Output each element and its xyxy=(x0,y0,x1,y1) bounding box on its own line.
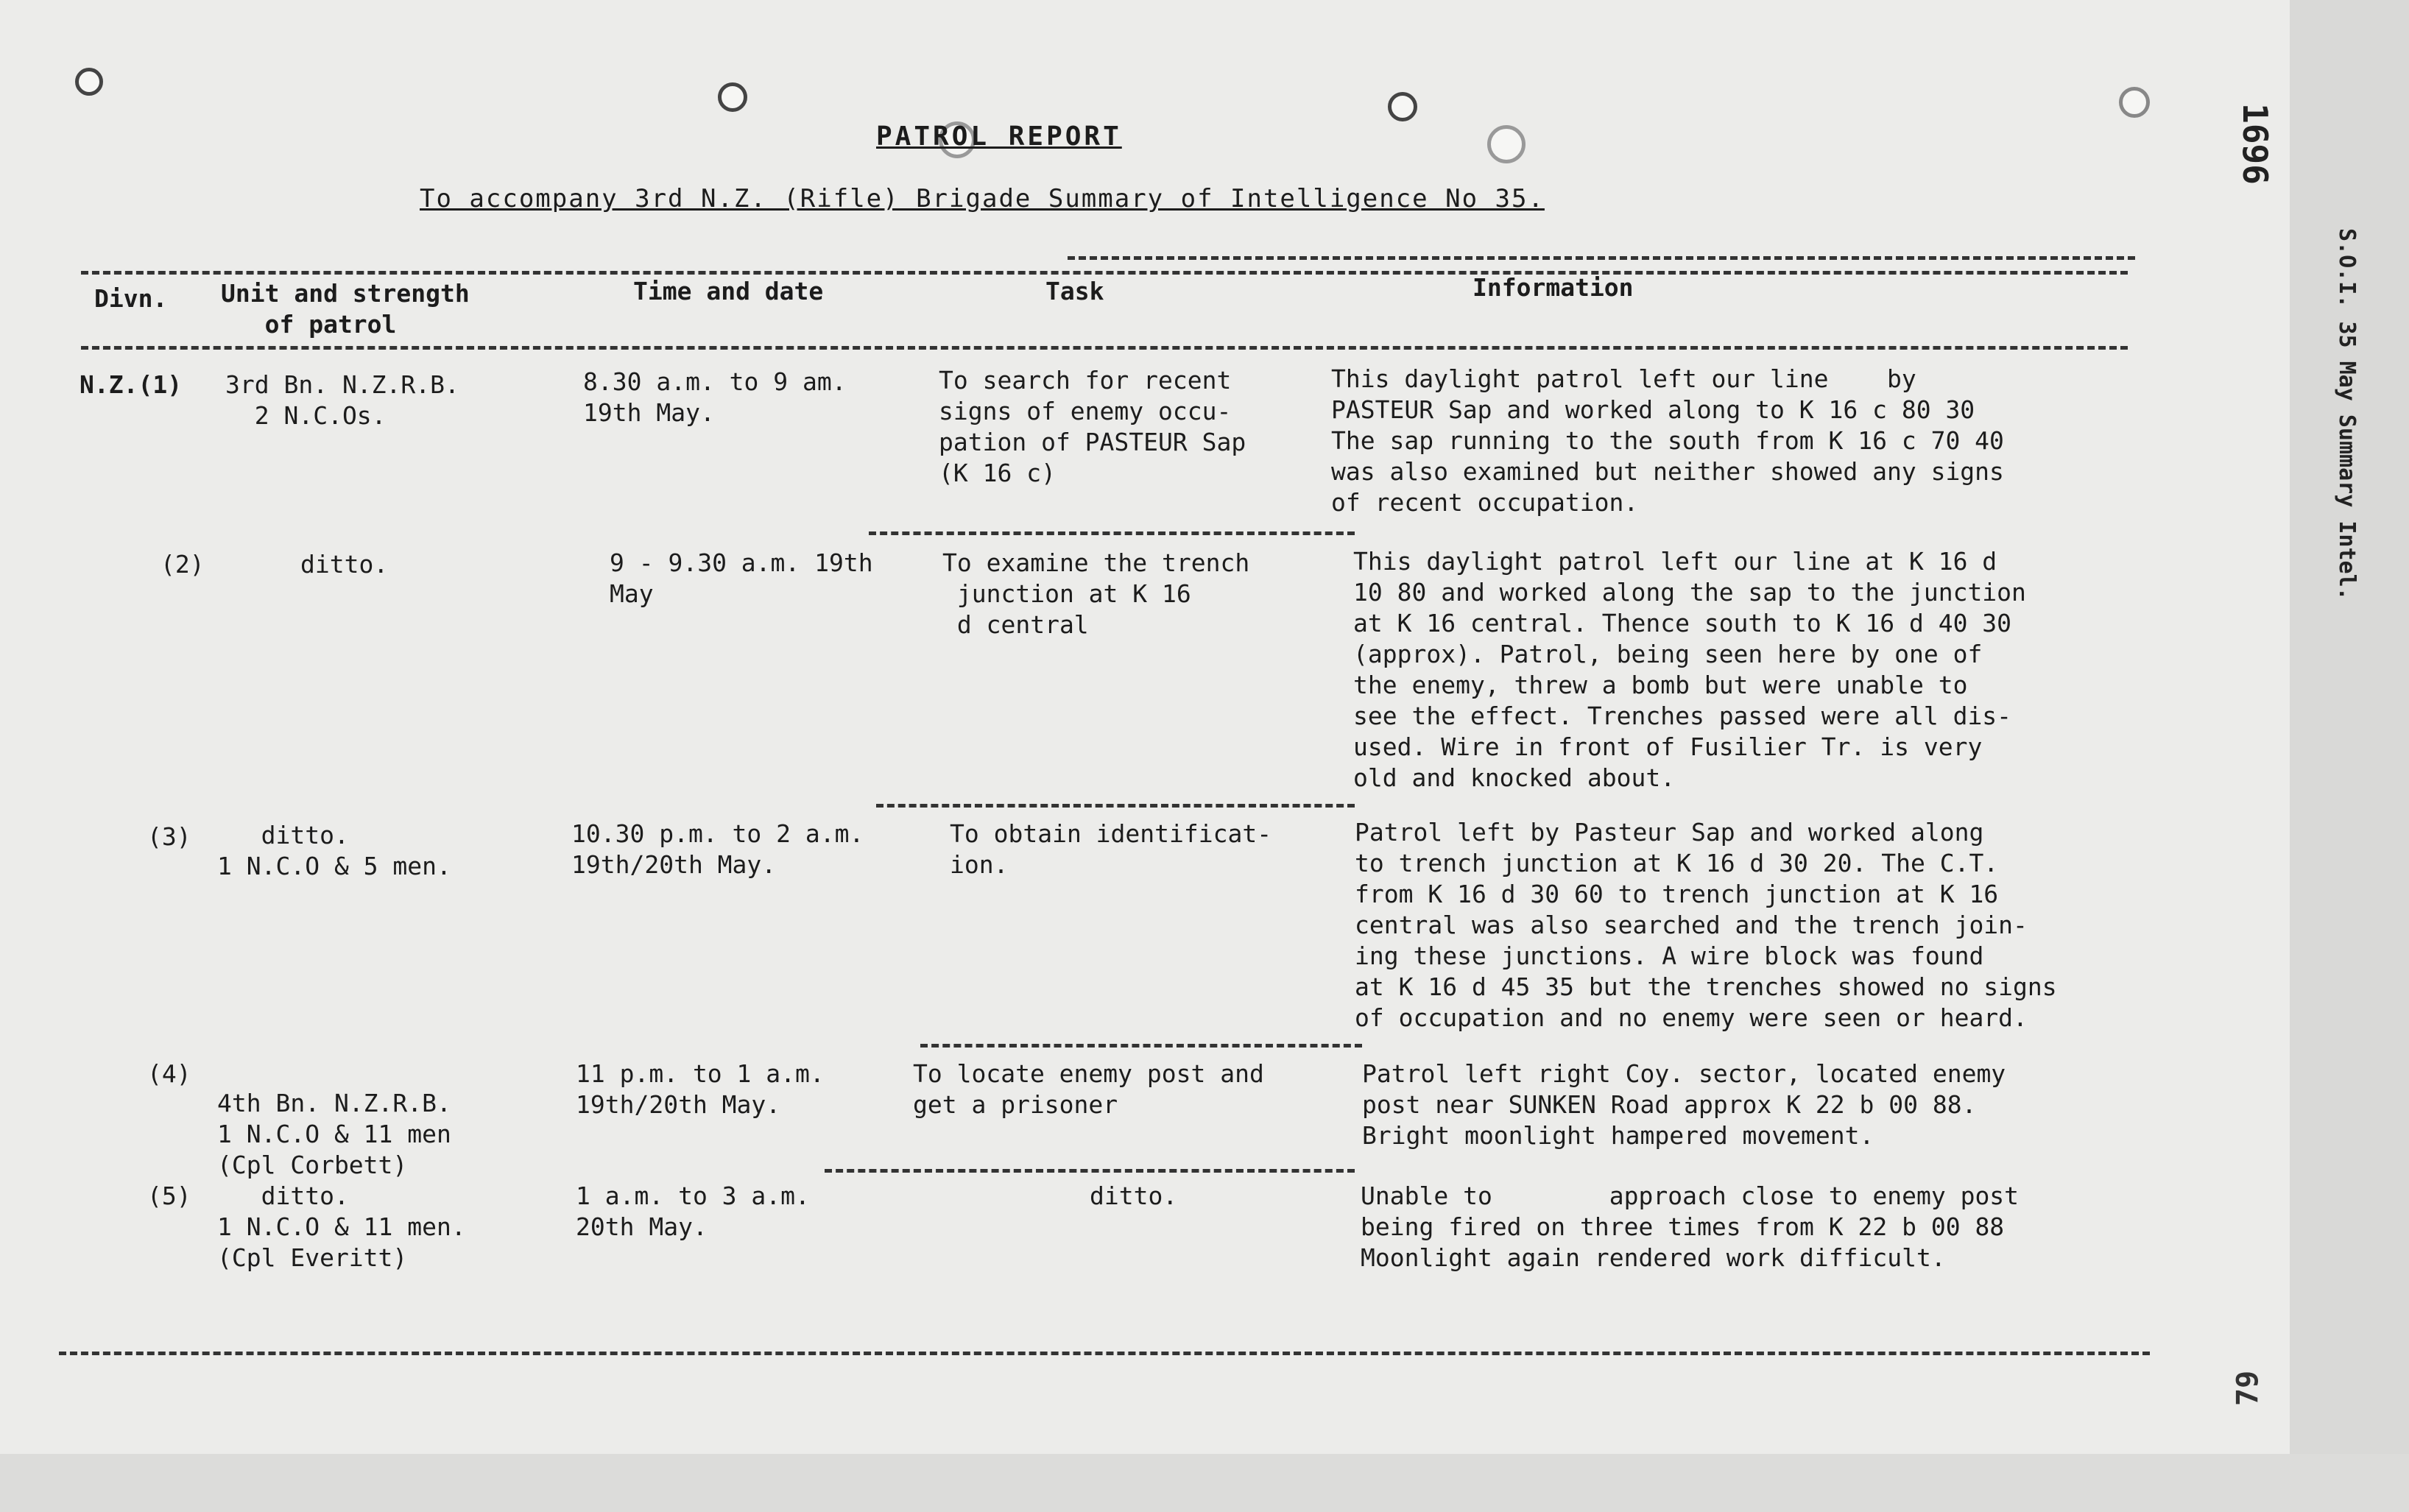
underlying-page xyxy=(2290,0,2409,1512)
row-3-info: Patrol left by Pasteur Sap and worked along to trench junction at K 16 d 30 20. The C.T. from K 16 d 30 60 to trench junction at K 16 central was also searched and the trench join- ing these junctions. A wire block was found at K 16 d 45 35 but the trenches showed no signs of occupation and no enemy were seen or heard. xyxy=(1355,818,2057,1032)
column-header-time: Time and date xyxy=(633,277,824,305)
column-header-task: Task xyxy=(1045,277,1104,305)
row-3-unit: ditto. 1 N.C.O & 5 men. xyxy=(217,821,451,880)
row-4-info: Patrol left right Coy. sector, located enemy post near SUNKEN Road approx K 22 b 00 88. Bright moonlight hampered movement. xyxy=(1362,1059,2006,1150)
top-rule-right xyxy=(1068,256,2135,260)
row-1-task: To search for recent signs of enemy occu- pation of PASTEUR Sap (K 16 c) xyxy=(939,366,1246,487)
row-2-info: This daylight patrol left our line at K 16 d 10 80 and worked along the sap to the junction at K 16 central. Thence south to K 16 d 40 30 (approx). Patrol, being seen here by one of the enemy, threw a bomb but were unable to see the effect. Trenches passed were all dis- used. Wire in front of Fusilier Tr. is very old and knocked about. xyxy=(1353,547,2026,792)
row-1-info: This daylight patrol left our line by PASTEUR Sap and worked along to K 16 c 80 30 The sap running to the south from K 16 c 70 40 was also examined but neither showed any signs of recent occupation. xyxy=(1331,364,2004,517)
row-4-unit: 4th Bn. N.Z.R.B. 1 N.C.O & 11 men (Cpl Corbett) xyxy=(217,1089,451,1179)
row-rule-3 xyxy=(920,1044,1362,1048)
row-1-time: 8.30 a.m. to 9 am. 19th May. xyxy=(583,367,847,427)
column-header-unit: Unit and strength of patrol xyxy=(221,279,470,339)
row-2-task: To examine the trench junction at K 16 d central xyxy=(942,548,1250,639)
row-rule-4 xyxy=(825,1169,1355,1173)
row-3-divn: (3) xyxy=(147,822,191,851)
side-reference-number: 1696 xyxy=(2235,103,2275,185)
row-4-time: 11 p.m. to 1 a.m. 19th/20th May. xyxy=(576,1059,825,1119)
row-4-divn: (4) xyxy=(147,1059,191,1088)
column-header-divn: Divn. xyxy=(94,284,168,313)
row-3-task: To obtain identificat- ion. xyxy=(950,819,1272,879)
row-rule-1 xyxy=(869,531,1355,535)
header-bottom-rule xyxy=(81,346,2128,350)
row-rule-2 xyxy=(876,804,1355,808)
stamp-number: 79 xyxy=(2231,1370,2265,1406)
row-5-time: 1 a.m. to 3 a.m. 20th May. xyxy=(576,1181,810,1241)
column-header-info: Information xyxy=(1472,273,1634,302)
punch-hole-right xyxy=(2119,87,2150,118)
row-5-divn: (5) xyxy=(147,1181,191,1210)
page-subtitle: To accompany 3rd N.Z. (Rifle) Brigade Summary of Intelligence No 35. xyxy=(420,184,1545,213)
page-edge-strip xyxy=(0,1454,2409,1512)
row-3-time: 10.30 p.m. to 2 a.m. 19th/20th May. xyxy=(571,819,864,879)
punch-hole-info xyxy=(1487,125,1526,163)
bottom-rule xyxy=(59,1352,2150,1355)
punch-hole-mid xyxy=(1388,92,1417,121)
row-1-unit: 3rd Bn. N.Z.R.B. 2 N.C.Os. xyxy=(225,370,459,430)
side-edge-text: S.O.I. 35 May Summary Intel. xyxy=(2334,228,2360,601)
row-4-task: To locate enemy post and get a prisoner xyxy=(913,1059,1264,1119)
row-5-info: Unable to approach close to enemy post being fired on three times from K 22 b 00 88 Moonlight again rendered work difficult. xyxy=(1361,1181,2020,1272)
punch-hole-center xyxy=(718,82,747,112)
row-2-time: 9 - 9.30 a.m. 19th May xyxy=(610,548,873,608)
row-2-unit: ditto. xyxy=(300,550,389,579)
row-5-unit: ditto. 1 N.C.O & 11 men. (Cpl Everitt) xyxy=(217,1181,466,1272)
header-rule xyxy=(81,271,2128,275)
row-2-divn: (2) xyxy=(161,550,205,579)
punch-hole-left xyxy=(75,68,103,96)
row-1-divn: N.Z.(1) xyxy=(80,370,183,399)
page-title: PATROL REPORT xyxy=(876,121,1122,152)
row-5-task: ditto. xyxy=(1090,1181,1178,1210)
